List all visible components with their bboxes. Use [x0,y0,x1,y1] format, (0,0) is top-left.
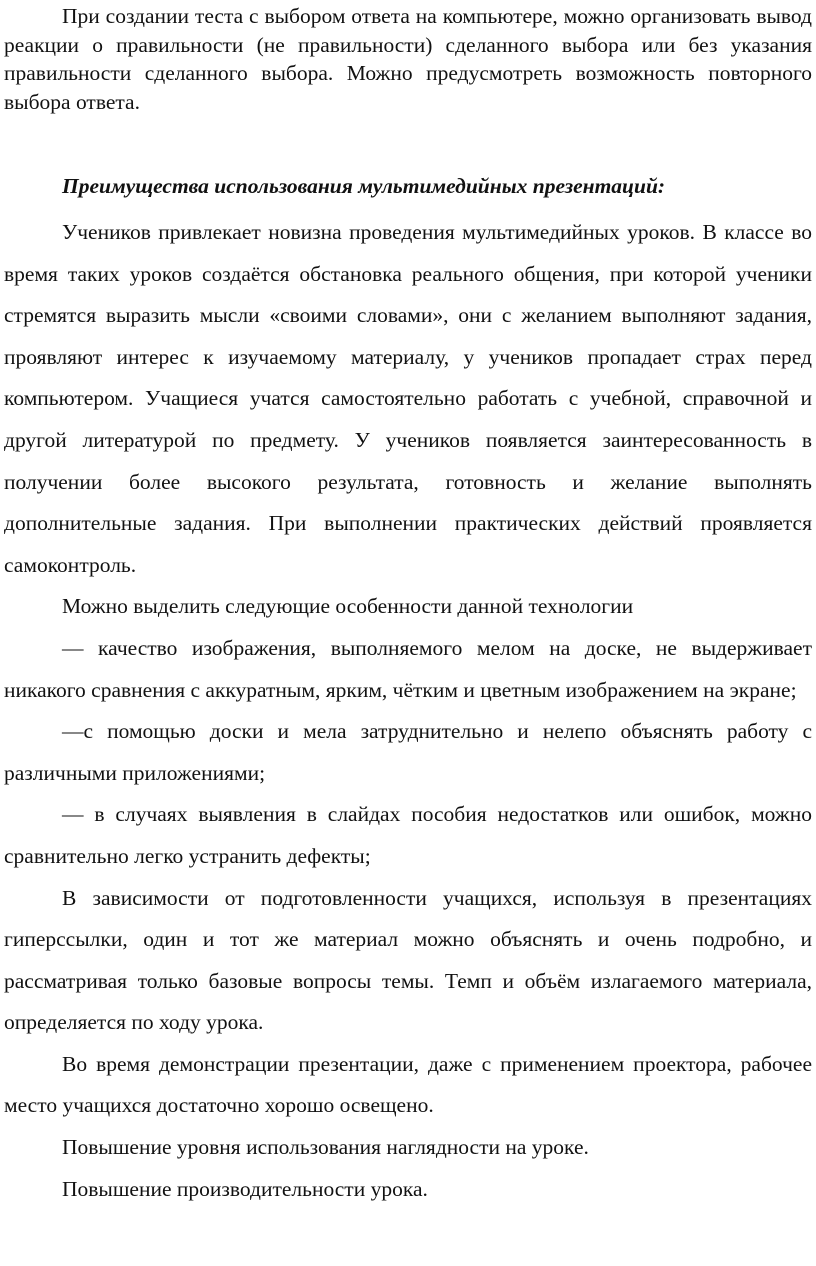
paragraph-lighting: Во время демонстрации презентации, даже с применением проектора, рабочее место учащихся достаточно хорошо освещено. [4,1051,812,1118]
paragraph-novelty: Учеников привлекает новизна проведения мультимедийных уроков. В классе во время таких уроков создаётся обстановка реального общения, при которой ученики стремятся выразить мысли «своими словами», они с желанием выполняют задания, проявляют интерес к изучаемому материалу, у учеников пропадает страх перед компьютером. Учащиеся учатся самостоятельно работать с учебной, справочной и другой литературой по предмету. У учеников появляется заинтересованность в получении более высокого результата, готовность и желание выполнять дополнительные задания. При выполнении практических действий проявляется самоконтроль. [4,220,812,577]
section-heading: Преимущества использования мультимедийных презентаций: [62,174,666,198]
paragraph-features-intro: Можно выделить следующие особенности данной технологии [62,594,634,619]
intro-paragraph: При создании теста с выбором ответа на компьютере, можно организовать вывод реакции о правильности (не правильности) сделанного выбора или без указания правильности сделанного выбора. Можно предусмотреть возможность повторного выбора ответа. [4,4,812,114]
paragraph-visibility: Повышение уровня использования наглядности на уроке. [62,1135,589,1160]
list-item-image-quality: — качество изображения, выполняемого мелом на доске, не выдерживает никакого сравнения с аккуратным, ярким, чётким и цветным изображением на экране; [4,635,812,702]
paragraph-productivity: Повышение производительности урока. [62,1176,428,1201]
list-item-chalk-board: —с помощью доски и мела затруднительно и нелепо объяснять работу с различными приложениями; [4,719,812,785]
paragraph-hyperlinks: В зависимости от подготовленности учащихся, используя в презентациях гиперссылки, один и тот же материал можно объяснять и очень подробно, и рассматривая только базовые вопросы темы. Темп и объём излагаемого материала, определяется по ходу урока. [4,885,812,1035]
list-item-fix-defects: — в случаях выявления в слайдах пособия недостатков или ошибок, можно сравнительно легко устранить дефекты; [4,802,812,868]
body-text [4,212,812,1210]
